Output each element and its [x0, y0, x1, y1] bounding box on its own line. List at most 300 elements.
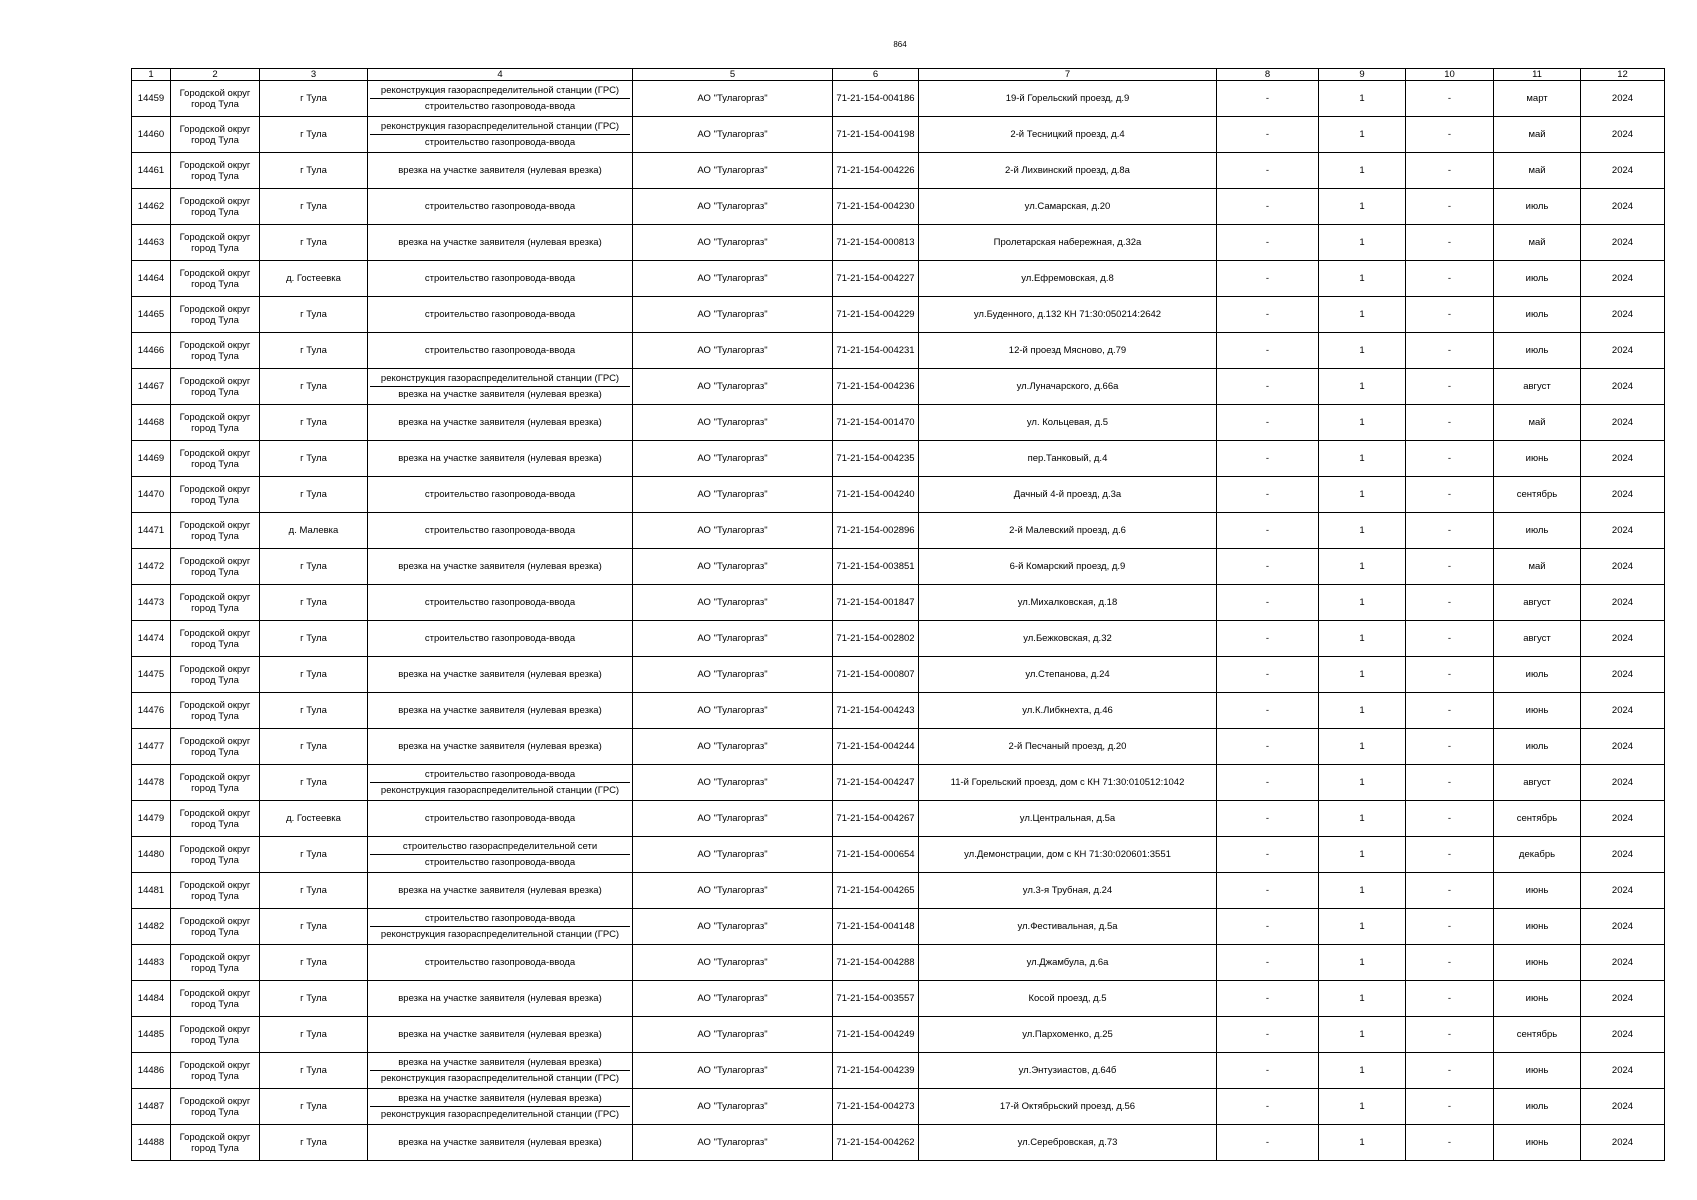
- organization-cell: АО "Тулагоргаз": [633, 801, 833, 837]
- district-cell: Городской округ город Тула: [171, 729, 260, 765]
- month-cell: август: [1494, 765, 1581, 801]
- address-cell: Дачный 4-й проезд, д.3а: [919, 477, 1217, 513]
- row-id-cell: 14481: [132, 873, 171, 909]
- work-type-cell: [368, 909, 633, 945]
- table-row: [132, 441, 1665, 477]
- column-header: 3: [260, 69, 368, 81]
- work-type-cell: [368, 729, 633, 765]
- col9-cell: 1: [1319, 297, 1406, 333]
- organization-cell: АО "Тулагоргаз": [633, 657, 833, 693]
- col8-cell: -: [1217, 657, 1319, 693]
- col8-cell: -: [1217, 981, 1319, 1017]
- settlement-cell: г Тула: [260, 189, 368, 225]
- table-row: [132, 153, 1665, 189]
- settlement-cell: г Тула: [260, 1017, 368, 1053]
- row-id-cell: 14477: [132, 729, 171, 765]
- year-cell: 2024: [1581, 945, 1665, 981]
- month-cell: июль: [1494, 1089, 1581, 1125]
- address-cell: 19-й Горельский проезд, д.9: [919, 81, 1217, 117]
- organization-cell: АО "Тулагоргаз": [633, 873, 833, 909]
- object-code-cell: 71-21-154-004227: [833, 261, 919, 297]
- organization-cell: АО "Тулагоргаз": [633, 1089, 833, 1125]
- column-header: 8: [1217, 69, 1319, 81]
- table-row: [132, 657, 1665, 693]
- address-cell: ул.Демонстрации, дом с КН 71:30:020601:3551: [919, 837, 1217, 873]
- address-cell: ул. Кольцевая, д.5: [919, 405, 1217, 441]
- district-cell: Городской округ город Тула: [171, 549, 260, 585]
- organization-cell: АО "Тулагоргаз": [633, 549, 833, 585]
- col9-cell: 1: [1319, 117, 1406, 153]
- col10-cell: -: [1406, 297, 1494, 333]
- work-type-cell: [368, 153, 633, 189]
- month-cell: июль: [1494, 657, 1581, 693]
- month-cell: сентябрь: [1494, 801, 1581, 837]
- column-header: 10: [1406, 69, 1494, 81]
- object-code-cell: 71-21-154-000654: [833, 837, 919, 873]
- table-row: [132, 1053, 1665, 1089]
- col9-cell: 1: [1319, 657, 1406, 693]
- month-cell: август: [1494, 585, 1581, 621]
- col10-cell: -: [1406, 1053, 1494, 1089]
- year-cell: 2024: [1581, 801, 1665, 837]
- district-cell: Городской округ город Тула: [171, 657, 260, 693]
- district-cell: Городской округ город Тула: [171, 1053, 260, 1089]
- district-cell: Городской округ город Тула: [171, 873, 260, 909]
- settlement-cell: д. Гостеевка: [260, 261, 368, 297]
- table-row: [132, 81, 1665, 117]
- col8-cell: -: [1217, 1089, 1319, 1125]
- address-cell: 12-й проезд Мясново, д.79: [919, 333, 1217, 369]
- work-type-cell: [368, 477, 633, 513]
- table-row: [132, 801, 1665, 837]
- table-row: [132, 765, 1665, 801]
- column-header: 7: [919, 69, 1217, 81]
- col8-cell: -: [1217, 189, 1319, 225]
- organization-cell: АО "Тулагоргаз": [633, 333, 833, 369]
- col9-cell: 1: [1319, 1089, 1406, 1125]
- col10-cell: -: [1406, 1089, 1494, 1125]
- year-cell: 2024: [1581, 837, 1665, 873]
- work-type-line: реконструкция газораспределительной станции (ГРС): [380, 121, 620, 132]
- row-id-cell: 14482: [132, 909, 171, 945]
- table-row: [132, 981, 1665, 1017]
- work-type-line: строительство газопровода-ввода: [424, 273, 576, 284]
- col10-cell: -: [1406, 261, 1494, 297]
- col9-cell: 1: [1319, 909, 1406, 945]
- row-id-cell: 14459: [132, 81, 171, 117]
- work-type-cell: [368, 1017, 633, 1053]
- table-row: [132, 729, 1665, 765]
- work-type-line: реконструкция газораспределительной станции (ГРС): [380, 373, 620, 384]
- col10-cell: -: [1406, 333, 1494, 369]
- address-cell: 6-й Комарский проезд, д.9: [919, 549, 1217, 585]
- row-id-cell: 14466: [132, 333, 171, 369]
- settlement-cell: г Тула: [260, 657, 368, 693]
- settlement-cell: г Тула: [260, 945, 368, 981]
- district-cell: Городской округ город Тула: [171, 441, 260, 477]
- col8-cell: -: [1217, 261, 1319, 297]
- organization-cell: АО "Тулагоргаз": [633, 765, 833, 801]
- work-type-cell: [368, 225, 633, 261]
- district-cell: Городской округ город Тула: [171, 1125, 260, 1161]
- month-cell: май: [1494, 549, 1581, 585]
- table-row: [132, 909, 1665, 945]
- month-cell: июль: [1494, 333, 1581, 369]
- row-id-cell: 14480: [132, 837, 171, 873]
- object-code-cell: 71-21-154-004240: [833, 477, 919, 513]
- work-type-cell: [368, 873, 633, 909]
- district-cell: Городской округ город Тула: [171, 261, 260, 297]
- settlement-cell: г Тула: [260, 1089, 368, 1125]
- district-cell: Городской округ город Тула: [171, 477, 260, 513]
- year-cell: 2024: [1581, 873, 1665, 909]
- col8-cell: -: [1217, 369, 1319, 405]
- month-cell: июль: [1494, 261, 1581, 297]
- month-cell: декабрь: [1494, 837, 1581, 873]
- district-cell: Городской округ город Тула: [171, 369, 260, 405]
- col8-cell: -: [1217, 297, 1319, 333]
- col9-cell: 1: [1319, 1017, 1406, 1053]
- year-cell: 2024: [1581, 1017, 1665, 1053]
- work-type-cell: [368, 261, 633, 297]
- table-row: [132, 549, 1665, 585]
- col9-cell: 1: [1319, 261, 1406, 297]
- district-cell: Городской округ город Тула: [171, 1089, 260, 1125]
- district-cell: Городской округ город Тула: [171, 693, 260, 729]
- row-id-cell: 14479: [132, 801, 171, 837]
- address-cell: 2-й Тесницкий проезд, д.4: [919, 117, 1217, 153]
- work-type-cell: [368, 981, 633, 1017]
- work-type-line: строительство газораспределительной сети: [402, 841, 598, 852]
- settlement-cell: г Тула: [260, 81, 368, 117]
- col10-cell: -: [1406, 81, 1494, 117]
- work-type-cell: [368, 549, 633, 585]
- table-row: [132, 225, 1665, 261]
- address-cell: ул.Буденного, д.132 КН 71:30:050214:2642: [919, 297, 1217, 333]
- district-cell: Городской округ город Тула: [171, 513, 260, 549]
- work-type-line: врезка на участке заявителя (нулевая врезка): [398, 417, 602, 428]
- gasification-table: [131, 68, 1665, 1161]
- col9-cell: 1: [1319, 801, 1406, 837]
- table-row: [132, 297, 1665, 333]
- work-type-line: реконструкция газораспределительной станции (ГРС): [370, 926, 630, 942]
- organization-cell: АО "Тулагоргаз": [633, 621, 833, 657]
- organization-cell: АО "Тулагоргаз": [633, 909, 833, 945]
- object-code-cell: 71-21-154-004262: [833, 1125, 919, 1161]
- organization-cell: АО "Тулагоргаз": [633, 693, 833, 729]
- year-cell: 2024: [1581, 1125, 1665, 1161]
- work-type-line: врезка на участке заявителя (нулевая врезка): [398, 669, 602, 680]
- column-header: 6: [833, 69, 919, 81]
- address-cell: 2-й Малевский проезд, д.6: [919, 513, 1217, 549]
- settlement-cell: г Тула: [260, 981, 368, 1017]
- work-type-line: строительство газопровода-ввода: [424, 957, 576, 968]
- address-cell: ул.Бежковская, д.32: [919, 621, 1217, 657]
- col8-cell: -: [1217, 621, 1319, 657]
- address-cell: 2-й Лихвинский проезд, д.8а: [919, 153, 1217, 189]
- object-code-cell: 71-21-154-003851: [833, 549, 919, 585]
- col9-cell: 1: [1319, 405, 1406, 441]
- col10-cell: -: [1406, 693, 1494, 729]
- col10-cell: -: [1406, 189, 1494, 225]
- col9-cell: 1: [1319, 81, 1406, 117]
- month-cell: июнь: [1494, 1053, 1581, 1089]
- col10-cell: -: [1406, 513, 1494, 549]
- work-type-line: строительство газопровода-ввода: [424, 813, 576, 824]
- address-cell: 2-й Песчаный проезд, д.20: [919, 729, 1217, 765]
- table-row: [132, 585, 1665, 621]
- col9-cell: 1: [1319, 549, 1406, 585]
- address-cell: ул.Степанова, д.24: [919, 657, 1217, 693]
- district-cell: Городской округ город Тула: [171, 909, 260, 945]
- year-cell: 2024: [1581, 189, 1665, 225]
- col9-cell: 1: [1319, 189, 1406, 225]
- month-cell: май: [1494, 153, 1581, 189]
- district-cell: Городской округ город Тула: [171, 945, 260, 981]
- col10-cell: -: [1406, 441, 1494, 477]
- col9-cell: 1: [1319, 477, 1406, 513]
- object-code-cell: 71-21-154-004229: [833, 297, 919, 333]
- year-cell: 2024: [1581, 1089, 1665, 1125]
- col9-cell: 1: [1319, 981, 1406, 1017]
- settlement-cell: г Тула: [260, 333, 368, 369]
- year-cell: 2024: [1581, 225, 1665, 261]
- col8-cell: -: [1217, 1125, 1319, 1161]
- settlement-cell: д. Гостеевка: [260, 801, 368, 837]
- col8-cell: -: [1217, 693, 1319, 729]
- row-id-cell: 14488: [132, 1125, 171, 1161]
- settlement-cell: г Тула: [260, 117, 368, 153]
- table-row: [132, 621, 1665, 657]
- table-row: [132, 693, 1665, 729]
- col9-cell: 1: [1319, 225, 1406, 261]
- organization-cell: АО "Тулагоргаз": [633, 1053, 833, 1089]
- work-type-cell: [368, 945, 633, 981]
- row-id-cell: 14475: [132, 657, 171, 693]
- work-type-cell: [368, 333, 633, 369]
- col8-cell: -: [1217, 477, 1319, 513]
- row-id-cell: 14460: [132, 117, 171, 153]
- district-cell: Городской округ город Тула: [171, 801, 260, 837]
- object-code-cell: 71-21-154-000807: [833, 657, 919, 693]
- object-code-cell: 71-21-154-001847: [833, 585, 919, 621]
- settlement-cell: г Тула: [260, 765, 368, 801]
- work-type-line: врезка на участке заявителя (нулевая врезка): [398, 561, 602, 572]
- object-code-cell: 71-21-154-004226: [833, 153, 919, 189]
- col10-cell: -: [1406, 729, 1494, 765]
- work-type-cell: [368, 621, 633, 657]
- month-cell: август: [1494, 369, 1581, 405]
- object-code-cell: 71-21-154-002802: [833, 621, 919, 657]
- month-cell: июнь: [1494, 693, 1581, 729]
- address-cell: ул.Центральная, д.5а: [919, 801, 1217, 837]
- col9-cell: 1: [1319, 873, 1406, 909]
- col10-cell: -: [1406, 153, 1494, 189]
- settlement-cell: г Тула: [260, 873, 368, 909]
- address-cell: 11-й Горельский проезд, дом с КН 71:30:010512:1042: [919, 765, 1217, 801]
- work-type-cell: [368, 1125, 633, 1161]
- row-id-cell: 14462: [132, 189, 171, 225]
- settlement-cell: г Тула: [260, 549, 368, 585]
- row-id-cell: 14465: [132, 297, 171, 333]
- month-cell: июнь: [1494, 873, 1581, 909]
- col8-cell: -: [1217, 549, 1319, 585]
- column-header: 12: [1581, 69, 1665, 81]
- district-cell: Городской округ город Тула: [171, 297, 260, 333]
- table-row: [132, 117, 1665, 153]
- work-type-line: врезка на участке заявителя (нулевая врезка): [398, 1093, 602, 1104]
- col9-cell: 1: [1319, 729, 1406, 765]
- table-row: [132, 189, 1665, 225]
- district-cell: Городской округ город Тула: [171, 189, 260, 225]
- col9-cell: 1: [1319, 153, 1406, 189]
- organization-cell: АО "Тулагоргаз": [633, 297, 833, 333]
- settlement-cell: г Тула: [260, 297, 368, 333]
- settlement-cell: г Тула: [260, 1125, 368, 1161]
- col10-cell: -: [1406, 369, 1494, 405]
- col8-cell: -: [1217, 1053, 1319, 1089]
- organization-cell: АО "Тулагоргаз": [633, 405, 833, 441]
- object-code-cell: 71-21-154-004249: [833, 1017, 919, 1053]
- work-type-line: врезка на участке заявителя (нулевая врезка): [398, 1029, 602, 1040]
- col10-cell: -: [1406, 945, 1494, 981]
- col10-cell: -: [1406, 405, 1494, 441]
- col10-cell: -: [1406, 837, 1494, 873]
- work-type-cell: [368, 693, 633, 729]
- row-id-cell: 14486: [132, 1053, 171, 1089]
- year-cell: 2024: [1581, 405, 1665, 441]
- row-id-cell: 14476: [132, 693, 171, 729]
- object-code-cell: 71-21-154-000813: [833, 225, 919, 261]
- year-cell: 2024: [1581, 261, 1665, 297]
- table-row: [132, 405, 1665, 441]
- month-cell: май: [1494, 225, 1581, 261]
- row-id-cell: 14474: [132, 621, 171, 657]
- table-row: [132, 945, 1665, 981]
- year-cell: 2024: [1581, 693, 1665, 729]
- table-row: [132, 1125, 1665, 1161]
- row-id-cell: 14471: [132, 513, 171, 549]
- organization-cell: АО "Тулагоргаз": [633, 1017, 833, 1053]
- month-cell: июнь: [1494, 909, 1581, 945]
- col10-cell: -: [1406, 117, 1494, 153]
- year-cell: 2024: [1581, 621, 1665, 657]
- district-cell: Городской округ город Тула: [171, 585, 260, 621]
- work-type-line: реконструкция газораспределительной станции (ГРС): [370, 1106, 630, 1122]
- row-id-cell: 14461: [132, 153, 171, 189]
- settlement-cell: г Тула: [260, 585, 368, 621]
- col10-cell: -: [1406, 225, 1494, 261]
- work-type-line: строительство газопровода-ввода: [370, 854, 630, 870]
- settlement-cell: г Тула: [260, 729, 368, 765]
- col9-cell: 1: [1319, 441, 1406, 477]
- col10-cell: -: [1406, 549, 1494, 585]
- col8-cell: -: [1217, 405, 1319, 441]
- table-row: [132, 369, 1665, 405]
- table-row: [132, 873, 1665, 909]
- year-cell: 2024: [1581, 909, 1665, 945]
- column-header: 11: [1494, 69, 1581, 81]
- col8-cell: -: [1217, 1017, 1319, 1053]
- table-row: [132, 1089, 1665, 1125]
- object-code-cell: 71-21-154-002896: [833, 513, 919, 549]
- district-cell: Городской округ город Тула: [171, 765, 260, 801]
- work-type-cell: [368, 1053, 633, 1089]
- work-type-line: врезка на участке заявителя (нулевая врезка): [398, 1137, 602, 1148]
- col8-cell: -: [1217, 837, 1319, 873]
- work-type-line: строительство газопровода-ввода: [370, 98, 630, 114]
- col10-cell: -: [1406, 765, 1494, 801]
- month-cell: июль: [1494, 513, 1581, 549]
- col10-cell: -: [1406, 477, 1494, 513]
- row-id-cell: 14468: [132, 405, 171, 441]
- work-type-line: строительство газопровода-ввода: [424, 201, 576, 212]
- work-type-line: врезка на участке заявителя (нулевая врезка): [398, 885, 602, 896]
- month-cell: август: [1494, 621, 1581, 657]
- year-cell: 2024: [1581, 729, 1665, 765]
- work-type-cell: [368, 801, 633, 837]
- settlement-cell: д. Малевка: [260, 513, 368, 549]
- object-code-cell: 71-21-154-004231: [833, 333, 919, 369]
- col8-cell: -: [1217, 81, 1319, 117]
- work-type-cell: [368, 585, 633, 621]
- year-cell: 2024: [1581, 369, 1665, 405]
- object-code-cell: 71-21-154-004273: [833, 1089, 919, 1125]
- work-type-line: врезка на участке заявителя (нулевая врезка): [398, 705, 602, 716]
- work-type-line: строительство газопровода-ввода: [370, 134, 630, 150]
- work-type-line: врезка на участке заявителя (нулевая врезка): [398, 453, 602, 464]
- year-cell: 2024: [1581, 153, 1665, 189]
- settlement-cell: г Тула: [260, 1053, 368, 1089]
- year-cell: 2024: [1581, 585, 1665, 621]
- work-type-cell: [368, 1089, 633, 1125]
- district-cell: Городской округ город Тула: [171, 81, 260, 117]
- col10-cell: -: [1406, 981, 1494, 1017]
- address-cell: ул.Самарская, д.20: [919, 189, 1217, 225]
- work-type-cell: [368, 837, 633, 873]
- object-code-cell: 71-21-154-004239: [833, 1053, 919, 1089]
- col9-cell: 1: [1319, 765, 1406, 801]
- district-cell: Городской округ город Тула: [171, 621, 260, 657]
- organization-cell: АО "Тулагоргаз": [633, 945, 833, 981]
- address-cell: ул.К.Либкнехта, д.46: [919, 693, 1217, 729]
- object-code-cell: 71-21-154-001470: [833, 405, 919, 441]
- table-row: [132, 261, 1665, 297]
- work-type-line: строительство газопровода-ввода: [424, 489, 576, 500]
- work-type-line: врезка на участке заявителя (нулевая врезка): [398, 165, 602, 176]
- work-type-line: врезка на участке заявителя (нулевая врезка): [398, 993, 602, 1004]
- object-code-cell: 71-21-154-004288: [833, 945, 919, 981]
- object-code-cell: 71-21-154-004267: [833, 801, 919, 837]
- col9-cell: 1: [1319, 333, 1406, 369]
- object-code-cell: 71-21-154-004244: [833, 729, 919, 765]
- organization-cell: АО "Тулагоргаз": [633, 1125, 833, 1161]
- column-header: 2: [171, 69, 260, 81]
- page-number: 864: [893, 40, 907, 49]
- district-cell: Городской округ город Тула: [171, 333, 260, 369]
- organization-cell: АО "Тулагоргаз": [633, 117, 833, 153]
- year-cell: 2024: [1581, 1053, 1665, 1089]
- organization-cell: АО "Тулагоргаз": [633, 477, 833, 513]
- object-code-cell: 71-21-154-004186: [833, 81, 919, 117]
- col10-cell: -: [1406, 801, 1494, 837]
- object-code-cell: 71-21-154-004148: [833, 909, 919, 945]
- row-id-cell: 14472: [132, 549, 171, 585]
- settlement-cell: г Тула: [260, 225, 368, 261]
- column-header: 1: [132, 69, 171, 81]
- object-code-cell: 71-21-154-003557: [833, 981, 919, 1017]
- row-id-cell: 14463: [132, 225, 171, 261]
